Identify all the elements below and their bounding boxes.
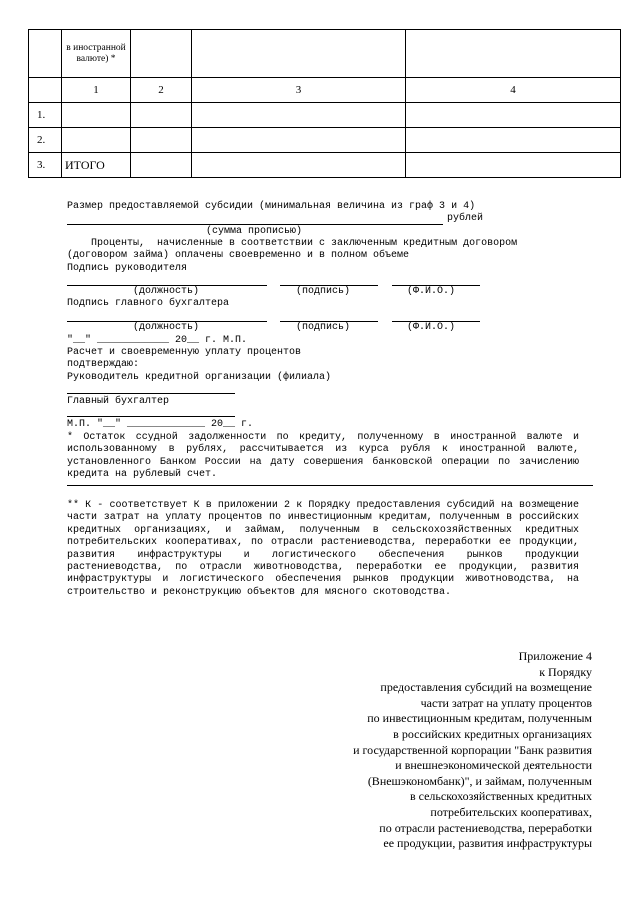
appendix-line: части затрат на уплату процентов (420, 695, 592, 710)
bank-head-label: Руководитель кредитной организации (филиала) (67, 372, 332, 383)
date-stamp-line: "__" ____________ 20__ г. М.П. (67, 335, 248, 346)
table-cell (192, 153, 406, 178)
row-number: 2. (29, 128, 62, 153)
sum-words-caption: (сумма прописью) (206, 226, 303, 237)
appendix-line: и государственной корпорации "Банк развития (353, 742, 592, 757)
signature-line (67, 393, 235, 394)
column-number: 4 (406, 78, 621, 103)
appendix-line: ее продукции, развития инфраструктуры (383, 836, 592, 851)
row-number: 3. (29, 153, 62, 178)
appendix-heading (353, 649, 592, 852)
row-number: 1. (29, 103, 62, 128)
table-cell (131, 153, 192, 178)
appendix-line: по отрасли растениеводства, переработки (379, 820, 592, 835)
table-cell (406, 153, 621, 178)
position-caption: (должность) (133, 286, 200, 297)
table-header-cell: в иностранной валюте) * (62, 30, 131, 78)
subsidy-table (28, 29, 621, 178)
table-cell (192, 128, 406, 153)
table-header-cell (131, 30, 192, 78)
appendix-line: к Порядку (539, 664, 592, 679)
signature-line (67, 416, 235, 417)
confirm-text: подтверждаю: (67, 359, 140, 370)
fio-caption: (Ф.И.О.) (407, 286, 456, 297)
table-cell (192, 103, 406, 128)
appendix-line: и внешнеэкономической деятельности (395, 758, 592, 773)
table-cell (62, 128, 131, 153)
table-cell (131, 103, 192, 128)
table-row (29, 103, 621, 128)
appendix-line: (Внешэкономбанк)", и займам, полученным (367, 773, 592, 788)
table-cell (406, 103, 621, 128)
table-row (29, 153, 621, 178)
footnote-currency: * Остаток ссудной задолженности по кредиту, полученному в иностранной валюте и использованному в рублях, рассчитывается из курса рубля к иностранной валюте, установленного Банком России на дату совершения банковской операции по зачислению кредита на рублевый счет. (67, 432, 579, 481)
footnote-divider (67, 485, 593, 486)
signature-caption: (подпись) (296, 286, 351, 297)
accountant-signature-label: Подпись главного бухгалтера (67, 298, 230, 309)
confirm-text: Расчет и своевременную уплату процентов (67, 347, 302, 358)
head-signature-label: Подпись руководителя (67, 263, 188, 274)
total-label: ИТОГО (62, 153, 131, 178)
table-cell (62, 103, 131, 128)
appendix-line: Приложение 4 (518, 649, 592, 663)
table-header-cell (406, 30, 621, 78)
position-caption: (должность) (133, 322, 200, 333)
chief-accountant-label: Главный бухгалтер (67, 396, 170, 407)
footnote-coefficient: ** К - соответствует К в приложении 2 к Порядку предоставления субсидий на возмещение части затрат на уплату процентов по инвестиционным кредитам, полученным в российских кредитных организациях, и займам, полученным в сельскохозяйственных кредитных потребительских кооперативах, по отрасли растениеводства, переработки ее продукции, развития инфраструктуры и логистического обеспечения рынков продукции растениеводства, по отрасли животноводства, переработки ее продукции, развития инфраструктуры и логистического обеспечения рынков продукции животноводства, на строительство и реконструкцию объектов для мясного скотоводства. (67, 500, 579, 598)
table-header-cell (29, 30, 62, 78)
interest-text: Проценты, начисленные в соответствии с заключенным кредитным договором (67, 238, 518, 249)
appendix-line: в сельскохозяйственных кредитных (409, 789, 592, 804)
stamp-date-line: М.П. "__" _____________ 20__ г. (67, 419, 254, 430)
rubles-label: рублей (447, 213, 484, 224)
fio-caption: (Ф.И.О.) (407, 322, 456, 333)
appendix-line: в российских кредитных организациях (393, 726, 592, 741)
column-number: 1 (62, 78, 131, 103)
column-number: 3 (192, 78, 406, 103)
signature-caption: (подпись) (296, 322, 351, 333)
table-cell (131, 128, 192, 153)
subsidy-size-label: Размер предоставляемой субсидии (минимальная величина из граф 3 и 4) (67, 201, 476, 212)
sum-line (67, 224, 443, 225)
table-cell (406, 128, 621, 153)
appendix-line: по инвестиционным кредитам, полученным (367, 711, 592, 726)
table-row (29, 128, 621, 153)
table-header-cell (192, 30, 406, 78)
interest-text: (договором займа) оплачены своевременно и в полном объеме (67, 250, 410, 261)
appendix-line: предоставления субсидий на возмещение (380, 680, 592, 695)
table-cell (29, 78, 62, 103)
column-number: 2 (131, 78, 192, 103)
appendix-line: потребительских кооперативах, (430, 804, 592, 819)
